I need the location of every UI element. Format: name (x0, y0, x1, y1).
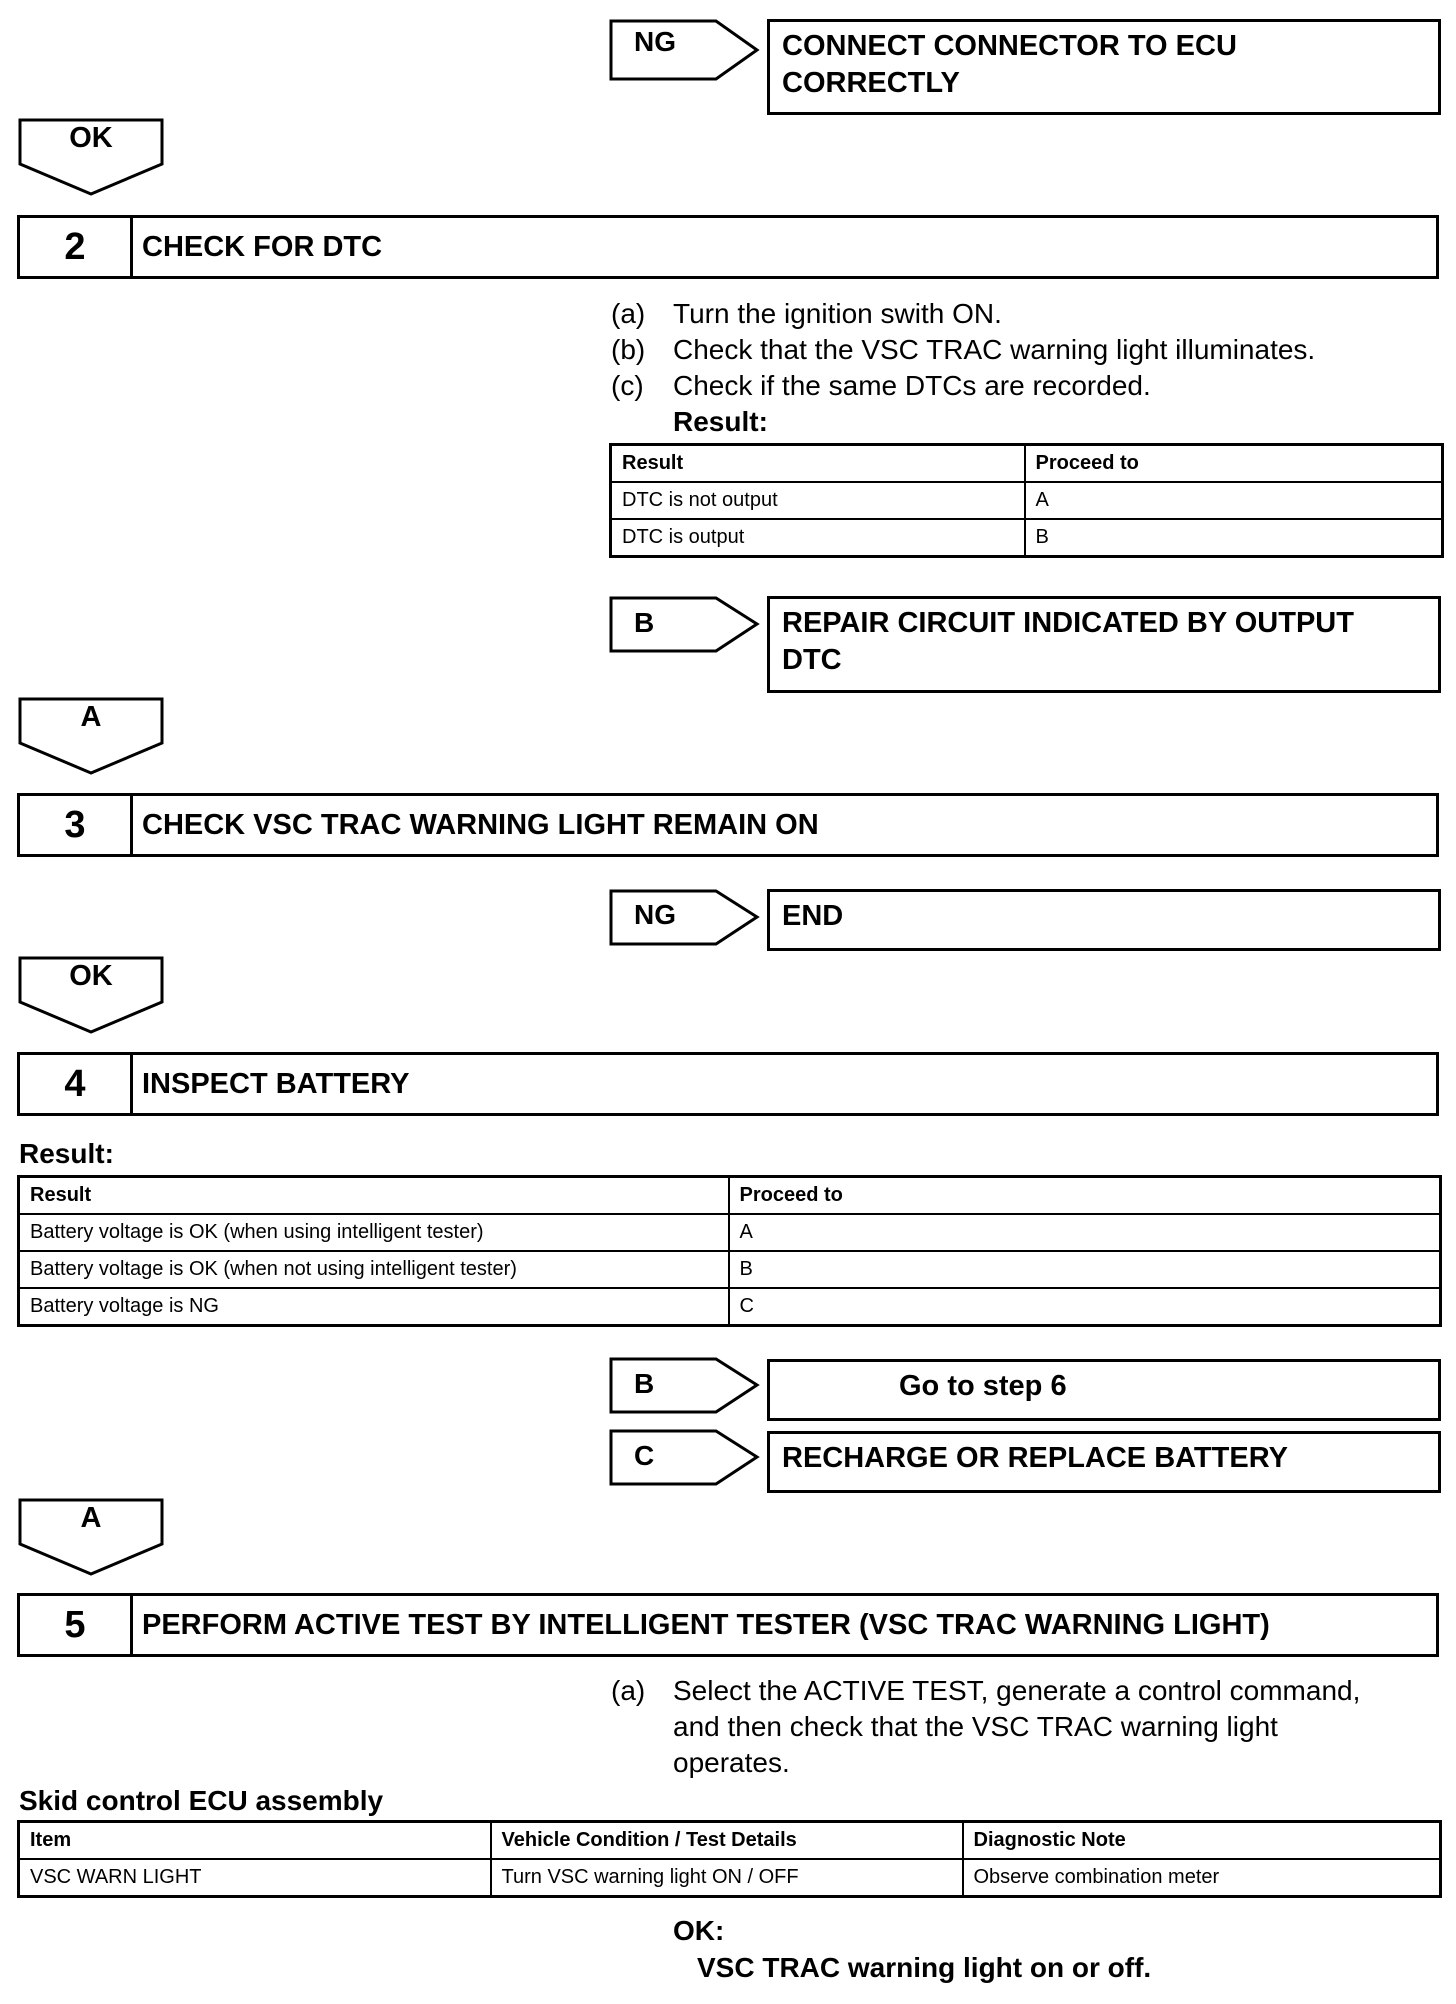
goto-step6-label: Go to step 6 (899, 1370, 1067, 1402)
ok-criteria-label: OK: (673, 1915, 725, 1946)
table-row (611, 519, 1443, 557)
c-tag: C (634, 1440, 655, 1471)
table-row (611, 482, 1443, 519)
step2-result-table (609, 443, 1444, 558)
step-title: PERFORM ACTIVE TEST BY INTELLIGENT TESTER (VSC TRAC WARNING LIGHT) (142, 1608, 1270, 1641)
instruction-text: operates. (673, 1747, 790, 1778)
table-header: Item (19, 1822, 491, 1860)
step-title: CHECK VSC TRAC WARNING LIGHT REMAIN ON (142, 808, 819, 841)
step-number: 4 (20, 1055, 133, 1113)
ng-arrow-icon (609, 889, 761, 946)
instruction-label: (a) (611, 298, 646, 329)
table-row (19, 1288, 1441, 1326)
connect-line1: CONNECT CONNECTOR TO ECU (782, 30, 1237, 62)
b-tag: B (634, 1368, 655, 1399)
recharge-label: RECHARGE OR REPLACE BATTERY (782, 1442, 1288, 1474)
ng-tag: NG (634, 26, 676, 57)
instruction-label: (a) (611, 1675, 646, 1706)
connect-connector-box (767, 19, 1441, 115)
step-number: 2 (20, 218, 133, 276)
step-5-header (17, 1593, 1439, 1657)
b-arrow-icon (609, 596, 761, 653)
b-arrow-icon (609, 1357, 761, 1414)
instruction-text: Select the ACTIVE TEST, generate a control command, (673, 1675, 1361, 1706)
table-cell: Battery voltage is OK (when using intelligent tester) (19, 1214, 729, 1251)
ok-label: OK (69, 960, 113, 992)
step-2-header (17, 215, 1439, 279)
ok-badge (18, 956, 164, 1034)
table-cell: VSC WARN LIGHT (19, 1859, 491, 1897)
instruction-label: (c) (611, 370, 644, 401)
table-header: Result (19, 1177, 729, 1215)
step4-result-label: Result: (19, 1138, 114, 1169)
table-cell: Turn VSC warning light ON / OFF (491, 1859, 963, 1897)
table-header: Vehicle Condition / Test Details (491, 1822, 963, 1860)
skid-control-title: Skid control ECU assembly (19, 1785, 384, 1816)
recharge-battery-box (767, 1431, 1441, 1493)
step-3-header (17, 793, 1439, 857)
ng-tag: NG (634, 899, 676, 930)
table-row (19, 1251, 1441, 1288)
instruction-text: Check if the same DTCs are recorded. (673, 370, 1151, 401)
table-header-row (611, 445, 1443, 483)
a-label: A (80, 701, 102, 733)
repair-circuit-box (767, 596, 1441, 693)
active-test-table (17, 1820, 1442, 1898)
instruction-label: (b) (611, 334, 646, 365)
table-cell: B (1025, 519, 1443, 557)
table-header: Proceed to (729, 1177, 1441, 1215)
goto-step6-box (767, 1359, 1441, 1421)
a-label: A (80, 1502, 102, 1534)
a-badge (18, 697, 164, 775)
end-box (767, 889, 1441, 951)
table-cell: DTC is not output (611, 482, 1025, 519)
table-header: Result (611, 445, 1025, 483)
c-arrow-icon (609, 1429, 761, 1486)
repair-line2: DTC (782, 644, 842, 676)
step2-instruction-c (611, 368, 1441, 404)
ok-label: OK (69, 122, 113, 154)
ok-badge (18, 118, 164, 196)
instruction-text: Check that the VSC TRAC warning light illuminates. (673, 334, 1316, 365)
step-number: 3 (20, 796, 133, 854)
table-cell: B (729, 1251, 1441, 1288)
table-cell: Observe combination meter (963, 1859, 1441, 1897)
table-cell: Battery voltage is OK (when not using intelligent tester) (19, 1251, 729, 1288)
connect-line2: CORRECTLY (782, 67, 960, 99)
step2-result-label: Result: (673, 406, 768, 437)
table-header: Proceed to (1025, 445, 1443, 483)
step-number: 5 (20, 1596, 133, 1654)
table-header-row (19, 1177, 1441, 1215)
step4-result-table (17, 1175, 1442, 1327)
instruction-text: and then check that the VSC TRAC warning light (673, 1711, 1278, 1742)
end-label: END (782, 900, 844, 932)
step-4-header (17, 1052, 1439, 1116)
b-tag: B (634, 607, 655, 638)
a-badge (18, 1498, 164, 1576)
step2-instruction-b (611, 332, 1441, 368)
ok-criteria-text: VSC TRAC warning light on or off. (697, 1952, 1152, 1983)
table-cell: A (1025, 482, 1443, 519)
step2-instruction-a (611, 296, 1441, 332)
table-cell: C (729, 1288, 1441, 1326)
table-row (19, 1859, 1441, 1897)
step5-instruction-a (611, 1673, 1441, 1781)
table-cell: DTC is output (611, 519, 1025, 557)
ng-arrow-icon (609, 19, 761, 81)
repair-line1: REPAIR CIRCUIT INDICATED BY OUTPUT (782, 607, 1354, 639)
table-header-row (19, 1822, 1441, 1860)
step-title: CHECK FOR DTC (142, 230, 383, 263)
table-cell: Battery voltage is NG (19, 1288, 729, 1326)
table-row (19, 1214, 1441, 1251)
table-header: Diagnostic Note (963, 1822, 1441, 1860)
step-title: INSPECT BATTERY (142, 1067, 410, 1100)
instruction-text: Turn the ignition swith ON. (673, 298, 1002, 329)
table-cell: A (729, 1214, 1441, 1251)
